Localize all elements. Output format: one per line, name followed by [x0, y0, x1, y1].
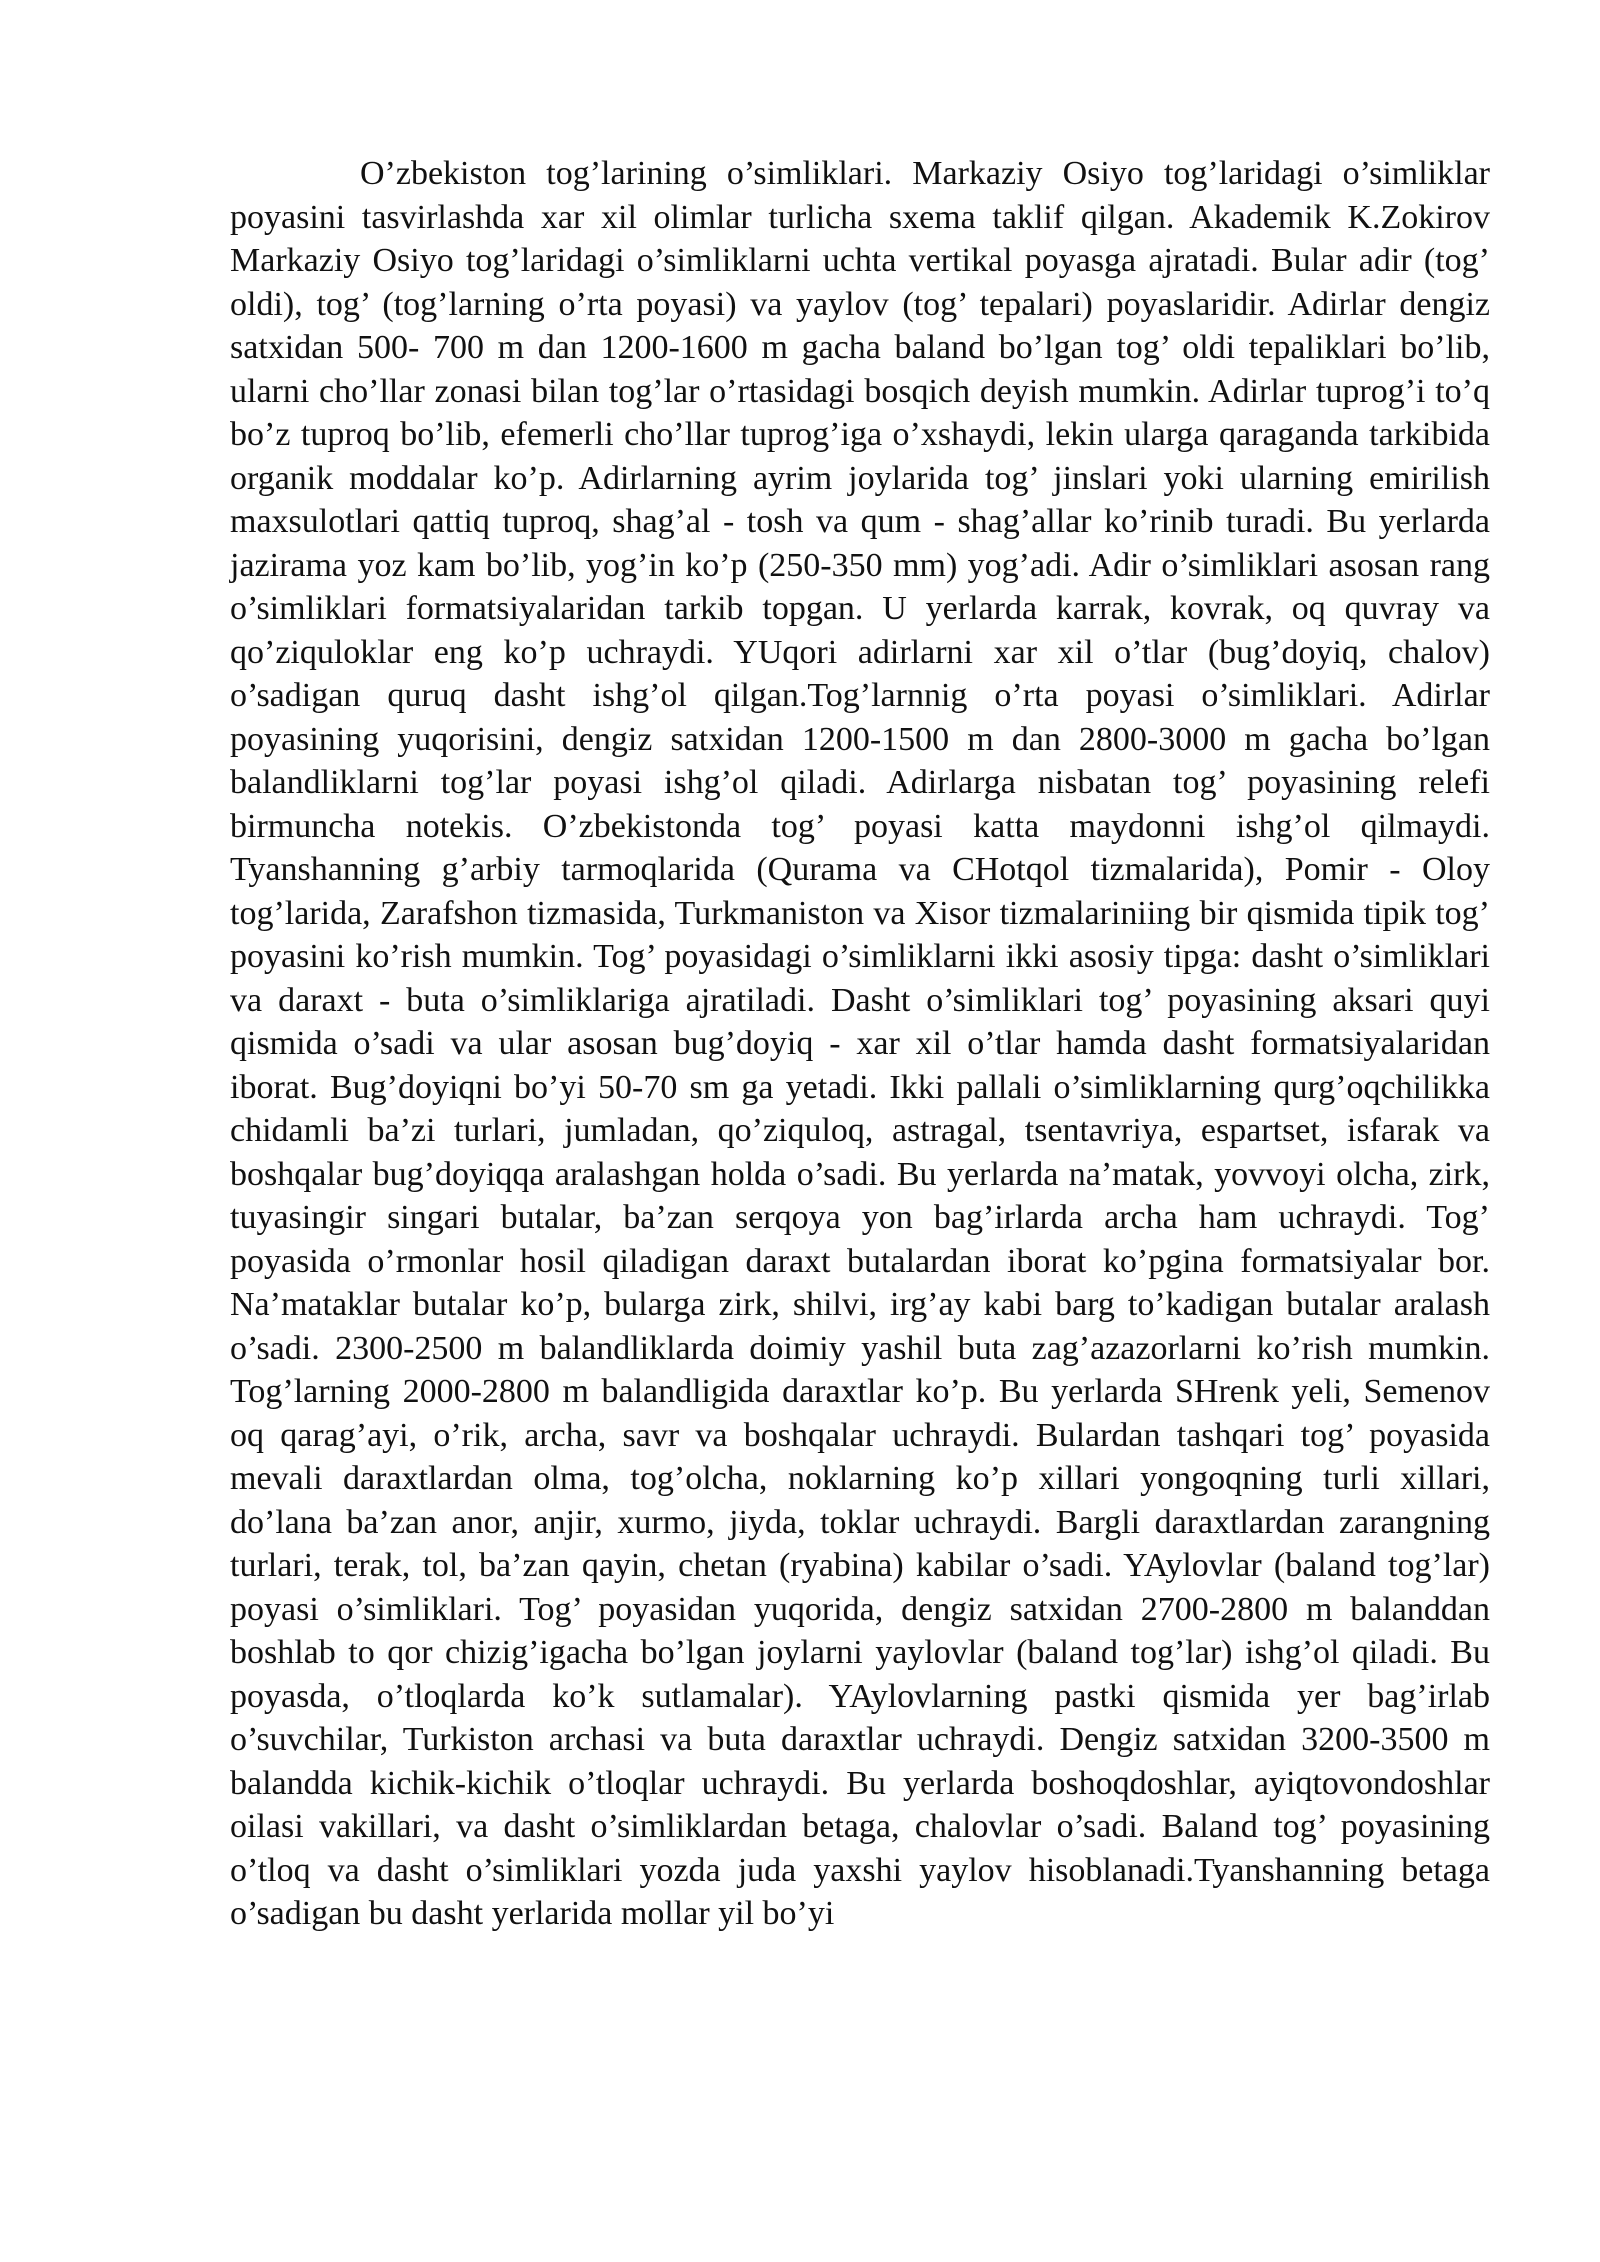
body-paragraph: O’zbekiston tog’larining o’simliklari. Markaziy Osiyo tog’laridagi o’simliklar poyasini tasvirlashda xar xil olimlar turlicha sxema taklif qilgan. Akademik K.Zokirov Markaziy Osiyo tog’laridagi o’simliklarni uchta vertikal poyasga ajratadi. Bular adir (tog’ oldi), tog’ (tog’larning o’rta poyasi) va yaylov (tog’ tepalari) poyaslaridir. Adirlar dengiz satxidan 500- 700 m dan 1200-1600 m gacha baland bo’lgan tog’ oldi tepaliklari bo’lib, ularni cho’llar zonasi bilan tog’lar o’rtasidagi bosqich deyish mumkin. Adirlar tuprog’i to’q bo’z tuproq bo’lib, efemerli cho’llar tuprog’iga o’xshaydi, lekin ularga qaraganda tarkibida organik moddalar ko’p. Adirlarning ayrim joylarida tog’ jinslari yoki ularning emirilish maxsulotlari qattiq tuproq, shag’al - tosh va qum - shag’allar ko’rinib turadi. Bu yerlarda jazirama yoz kam bo’lib, yog’in ko’p (250-350 mm) yog’adi. Adir o’simliklari asosan rang o’simliklari formatsiyalaridan tarkib topgan. U yerlarda karrak, kovrak, oq quvray va qo’ziquloklar eng ko’p uchraydi. YUqori adirlarni xar xil o’tlar (bug’doyiq, chalov) o’sadigan quruq dasht ishg’ol qilgan.Tog’larnnig o’rta poyasi o’simliklari. Adirlar poyasining yuqorisini, dengiz satxidan 1200-1500 m dan 2800-3000 m gacha bo’lgan balandliklarni tog’lar poyasi ishg’ol qiladi. Adirlarga nisbatan tog’ poyasining relefi birmuncha notekis. O’zbekistonda tog’ poyasi katta maydonni ishg’ol qilmaydi. Tyanshanning g’arbiy tarmoqlarida (Qurama va CHotqol tizmalarida), Pomir - Oloy tog’larida, Zarafshon tizmasida, Turkmaniston va Xisor tizmalariniing bir qismida tipik tog’ poyasini ko’rish mumkin. Tog’ poyasidagi o’simliklarni ikki asosiy tipga: dasht o’simliklari va daraxt - buta o’simliklariga ajratiladi. Dasht o’simliklari tog’ poyasining aksari quyi qismida o’sadi va ular asosan bug’doyiq - xar xil o’tlar hamda dasht formatsiyalaridan iborat. Bug’doyiqni bo’yi 50-70 sm ga yetadi. Ikki pallali o’simliklarning qurg’oqchilikka chidamli ba’zi turlari, jumladan, qo’ziquloq, astragal, tsentavriya, espartset, isfarak va boshqalar bug’doyiqqa aralashgan holda o’sadi. Bu yerlarda na’matak, yovvoyi olcha, zirk, tuyasingir singari butalar, ba’zan serqoya yon bag’irlarda archa ham uchraydi. Tog’ poyasida o’rmonlar hosil qiladigan daraxt butalardan iborat ko’pgina formatsiyalar bor. Na’mataklar butalar ko’p, bularga zirk, shilvi, irg’ay kabi barg to’kadigan butalar aralash o’sadi. 2300-2500 m balandliklarda doimiy yashil buta zag’azazorlarni ko’rish mumkin. Tog’larning 2000-2800 m balandligida daraxtlar ko’p. Bu yerlarda SHrenk yeli, Semenov oq qarag’ayi, o’rik, archa, savr va boshqalar uchraydi. Bulardan tashqari tog’ poyasida mevali daraxtlardan olma, tog’olcha, noklarning ko’p xillari yongoqning turli xillari, do’lana ba’zan anor, anjir, xurmo, jiyda, toklar uchraydi. Bargli daraxtlardan zarangning turlari, terak, tol, ba’zan qayin, chetan (ryabina) kabilar o’sadi. YAylovlar (baland tog’lar) poyasi o’simliklari. Tog’ poyasidan yuqorida, dengiz satxidan 2700-2800 m balanddan boshlab to qor chizig’igacha bo’lgan joylarni yaylovlar (baland tog’lar) ishg’ol qiladi. Bu poyasda, o’tloqlarda ko’k sutlamalar). YAylovlarning pastki qismida yer bag’irlab o’suvchilar, Turkiston archasi va buta daraxtlar uchraydi. Dengiz satxidan 3200-3500 m balandda kichik-kichik o’tloqlar uchraydi. Bu yerlarda boshoqdoshlar, ayiqtovondoshlar oilasi vakillari, va dasht o’simliklardan betaga, chalovlar o’sadi. Baland tog’ poyasining o’tloq va dasht o’simliklari yozda juda yaxshi yaylov hisoblanadi.Tyanshanning betaga o’sadigan bu dasht yerlarida mollar yil bo’yi: [230, 155, 1490, 1932]
document-page: [230, 152, 1490, 1936]
